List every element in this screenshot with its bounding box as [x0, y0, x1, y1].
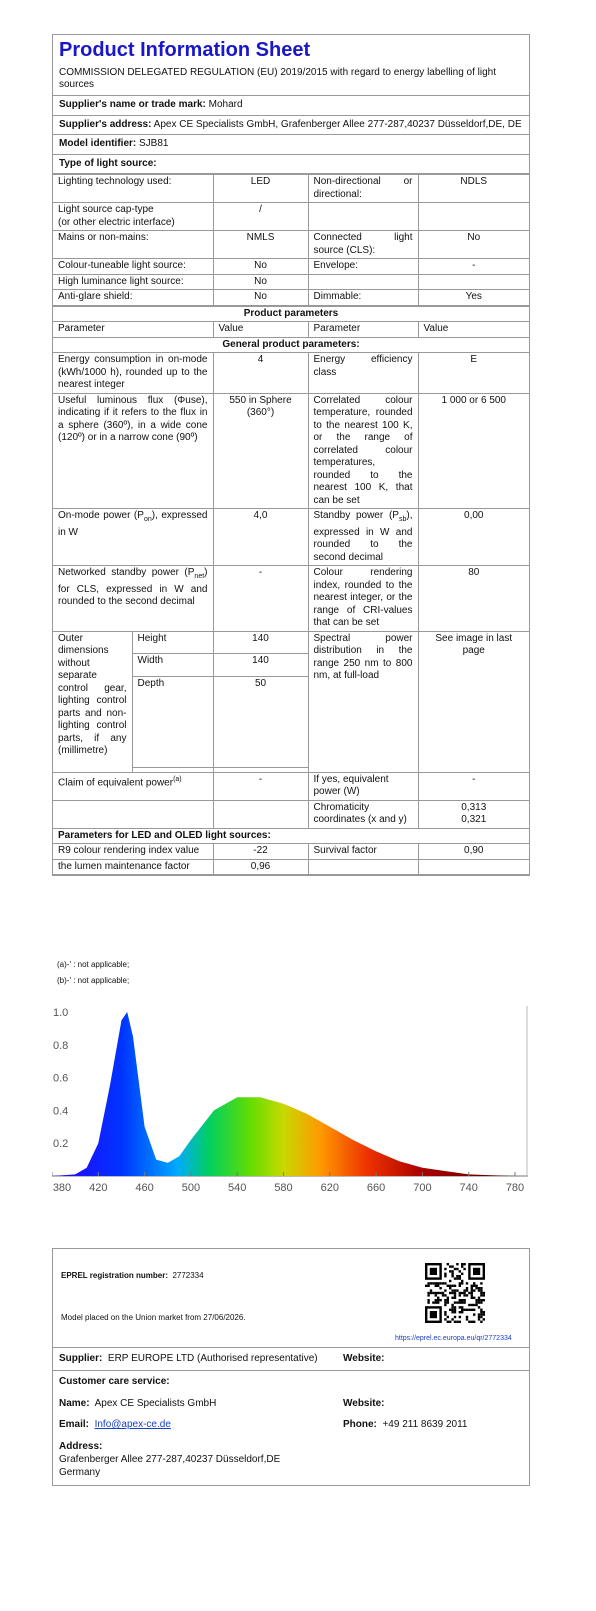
- care-email: Email: Info@apex-ce.de: [59, 1419, 171, 1430]
- header-parameter: Parameter: [53, 322, 213, 338]
- ls-label: High luminance light source:: [53, 274, 213, 290]
- survival-factor-label: Survival factor: [308, 844, 418, 860]
- model-value: SJB81: [139, 138, 169, 149]
- spectral-distribution-chart: [52, 1006, 528, 1194]
- energy-consumption-label: Energy consumption in on-mode (kWh/1000 h), rounded up to the nearest integer: [53, 353, 213, 394]
- chromaticity-label: Chromaticity coordinates (x and y): [308, 800, 418, 828]
- energy-class-value: E: [418, 353, 529, 394]
- card-website-label: Website:: [343, 1353, 385, 1364]
- model-row: [53, 135, 529, 155]
- chromaticity-value: 0,313 0,321: [418, 800, 529, 828]
- r9-value: -22: [213, 844, 308, 860]
- dimensions-label: Outer dimensions without separate control gear, lighting control parts and non-lighting control parts, if any (millimetre): [53, 631, 132, 772]
- supplier-value: Mohard: [208, 99, 243, 110]
- width-value: 140: [213, 654, 308, 677]
- colour-temperature-label: Correlated colour temperature, rounded to the nearest 100 K, or the range of correlated colour temperatures, rounded to the nearest 100 K, that can be set: [308, 393, 418, 509]
- standby-power-value: 0,00: [418, 509, 529, 566]
- led-parameters-heading: Parameters for LED and OLED light sources:: [53, 828, 529, 844]
- ls-value: LED: [213, 175, 308, 203]
- spectral-distribution-value: See image in last page: [418, 631, 529, 772]
- y-tick-label: 1.0: [53, 1007, 69, 1019]
- header-value: Value: [213, 322, 308, 338]
- on-mode-power-value: 4,0: [213, 509, 308, 566]
- y-tick-label: 0.8: [53, 1039, 69, 1052]
- ls-value-2: NDLS: [418, 175, 529, 203]
- type-label: Type of light source:: [53, 155, 529, 175]
- spectral-distribution-label: Spectral power distribution in the range 250 nm to 800 nm, at full-load: [308, 631, 418, 772]
- x-tick-label: 620: [320, 1182, 339, 1194]
- equivalent-power-value: -: [213, 772, 308, 800]
- r9-label: R9 colour rendering index value: [53, 844, 213, 860]
- header-value-2: Value: [418, 322, 529, 338]
- x-tick-label: 780: [505, 1182, 525, 1194]
- energy-class-label: Energy efficiency class: [308, 353, 418, 394]
- ls-value: NMLS: [213, 231, 308, 259]
- model-label: Model identifier:: [59, 138, 137, 149]
- address-row: [53, 116, 529, 136]
- if-yes-label: If yes, equivalent power (W): [308, 772, 418, 800]
- colour-rendering-value: 80: [418, 566, 529, 632]
- care-website-label: Website:: [343, 1398, 385, 1409]
- footnotes: [57, 957, 129, 989]
- ls-value-2: Yes: [418, 290, 529, 306]
- light-source-row: [53, 274, 529, 290]
- email-link[interactable]: Info@apex-ce.de: [94, 1419, 171, 1430]
- footnote-b: (b)-' : not applicable;: [57, 976, 130, 985]
- light-source-row: [53, 259, 529, 275]
- light-source-row: [53, 231, 529, 259]
- light-source-row: [53, 290, 529, 306]
- y-tick-label: 0.6: [53, 1072, 69, 1085]
- ls-value: No: [213, 290, 308, 306]
- y-tick-label: 0.2: [53, 1138, 69, 1151]
- ls-label: Mains or non-mains:: [53, 231, 213, 259]
- networked-standby-label: Networked standby power $(P_{net})$ for CLS, expressed in W and rounded to the second decimal: [53, 566, 213, 632]
- eprel-header: [53, 1249, 529, 1348]
- card-supplier: Supplier: ERP EUROPE LTD (Authorised representative): [59, 1353, 318, 1364]
- care-phone: Phone: +49 211 8639 2011: [343, 1419, 468, 1430]
- ls-label-2: Connected light source (CLS):: [308, 231, 418, 259]
- on-mode-power-label: On-mode power $(P_{on})$, expressed in W: [53, 509, 213, 566]
- ls-label-2: [308, 274, 418, 290]
- light-source-table: [53, 174, 529, 306]
- ls-label: Light source cap-type (or other electric interface): [53, 203, 213, 231]
- x-tick-label: 380: [52, 1182, 72, 1194]
- ls-label: Anti-glare shield:: [53, 290, 213, 306]
- x-tick-label: 460: [135, 1182, 154, 1194]
- standby-power-label: Standby power $(P_{sb})$, expressed in W and rounded to the second decimal: [308, 509, 418, 566]
- depth-value: 50: [213, 677, 308, 768]
- empty-cell: [53, 800, 213, 828]
- x-tick-label: 700: [413, 1182, 432, 1194]
- header-parameter-2: Parameter: [308, 322, 418, 338]
- address-value: Apex CE Specialists GmbH, Grafenberger Allee 277-287,40237 Düsseldorf,DE, DE: [153, 118, 522, 130]
- lumen-maintenance-label: the lumen maintenance factor: [53, 859, 213, 875]
- footnote-a: (a)-' : not applicable;: [57, 960, 130, 969]
- ls-label: Colour-tuneable light source:: [53, 259, 213, 275]
- height-label: Height: [132, 631, 213, 654]
- eprel-registration: EPREL registration number: 2772334: [61, 1271, 204, 1280]
- equivalent-power-label: Claim of equivalent power$^{(a)}$: [53, 772, 213, 800]
- ls-value: No: [213, 259, 308, 275]
- ls-value: /: [213, 203, 308, 231]
- address-label: Supplier's address:: [59, 118, 152, 130]
- general-parameters-heading: General product parameters:: [53, 337, 529, 353]
- supplier-label: Supplier's name or trade mark:: [59, 99, 206, 110]
- ls-label-2: [308, 203, 418, 231]
- supplier-line: [53, 1348, 529, 1371]
- lumen-maintenance-value: 0,96: [213, 859, 308, 875]
- care-address-line2: Germany: [59, 1467, 101, 1478]
- ls-value-2: No: [418, 231, 529, 259]
- regulation-text: COMMISSION DELEGATED REGULATION (EU) 2019/2015 with regard to energy labelling of light sources: [53, 65, 529, 96]
- ls-value: No: [213, 274, 308, 290]
- product-parameters-heading: Product parameters: [53, 306, 529, 322]
- page-title: Product Information Sheet: [59, 39, 311, 61]
- light-source-row: [53, 203, 529, 231]
- width-label: Width: [132, 654, 213, 677]
- colour-temperature-value: 1 000 or 6 500: [418, 393, 529, 509]
- care-address-line1: Grafenberger Allee 277-287,40237 Düsseldorf,DE: [59, 1454, 281, 1465]
- y-tick-label: 0.4: [53, 1105, 69, 1118]
- survival-factor-value: 0,90: [418, 844, 529, 860]
- light-source-row: [53, 175, 529, 203]
- parameters-table: [53, 306, 529, 876]
- market-date: Model placed on the Union market from 27/06/2026.: [61, 1313, 246, 1322]
- qr-url-link[interactable]: https://eprel.ec.europa.eu/qr/2772334: [395, 1335, 512, 1342]
- supplier-row: [53, 96, 529, 116]
- if-yes-value: -: [418, 772, 529, 800]
- ls-value-2: [418, 274, 529, 290]
- luminous-flux-value: 550 in Sphere (360°): [213, 393, 308, 509]
- ls-value-2: -: [418, 259, 529, 275]
- x-tick-label: 580: [274, 1182, 293, 1194]
- ls-label: Lighting technology used:: [53, 175, 213, 203]
- x-tick-label: 420: [89, 1182, 108, 1194]
- eprel-card: [52, 1248, 530, 1486]
- depth-label: Depth: [132, 677, 213, 768]
- ls-value-2: [418, 203, 529, 231]
- ls-label-2: Non-directional or directional:: [308, 175, 418, 203]
- x-tick-label: 660: [366, 1182, 386, 1194]
- ls-label-2: Envelope:: [308, 259, 418, 275]
- product-information-sheet: [52, 34, 530, 876]
- height-value: 140: [213, 631, 308, 654]
- customer-care-heading: Customer care service:: [59, 1376, 170, 1387]
- empty-cell-3: [308, 859, 418, 875]
- colour-rendering-label: Colour rendering index, rounded to the nearest integer, or the range of CRI-values that can be set: [308, 566, 418, 632]
- luminous-flux-label: Useful luminous flux (Φuse), indicating if it refers to the flux in a sphere (360º), in a wide cone (120º) or in a narrow cone (90º): [53, 393, 213, 509]
- ls-label-2: Dimmable:: [308, 290, 418, 306]
- x-tick-label: 740: [459, 1182, 478, 1194]
- qr-code[interactable]: [425, 1263, 485, 1323]
- networked-standby-value: -: [213, 566, 308, 632]
- energy-consumption-value: 4: [213, 353, 308, 394]
- x-tick-label: 540: [228, 1182, 247, 1194]
- empty-cell-4: [418, 859, 529, 875]
- empty-cell-2: [213, 800, 308, 828]
- x-tick-label: 500: [181, 1182, 201, 1194]
- care-name: Name: Apex CE Specialists GmbH: [59, 1398, 217, 1409]
- care-address-label: Address:: [59, 1441, 103, 1452]
- customer-care: [53, 1371, 529, 1485]
